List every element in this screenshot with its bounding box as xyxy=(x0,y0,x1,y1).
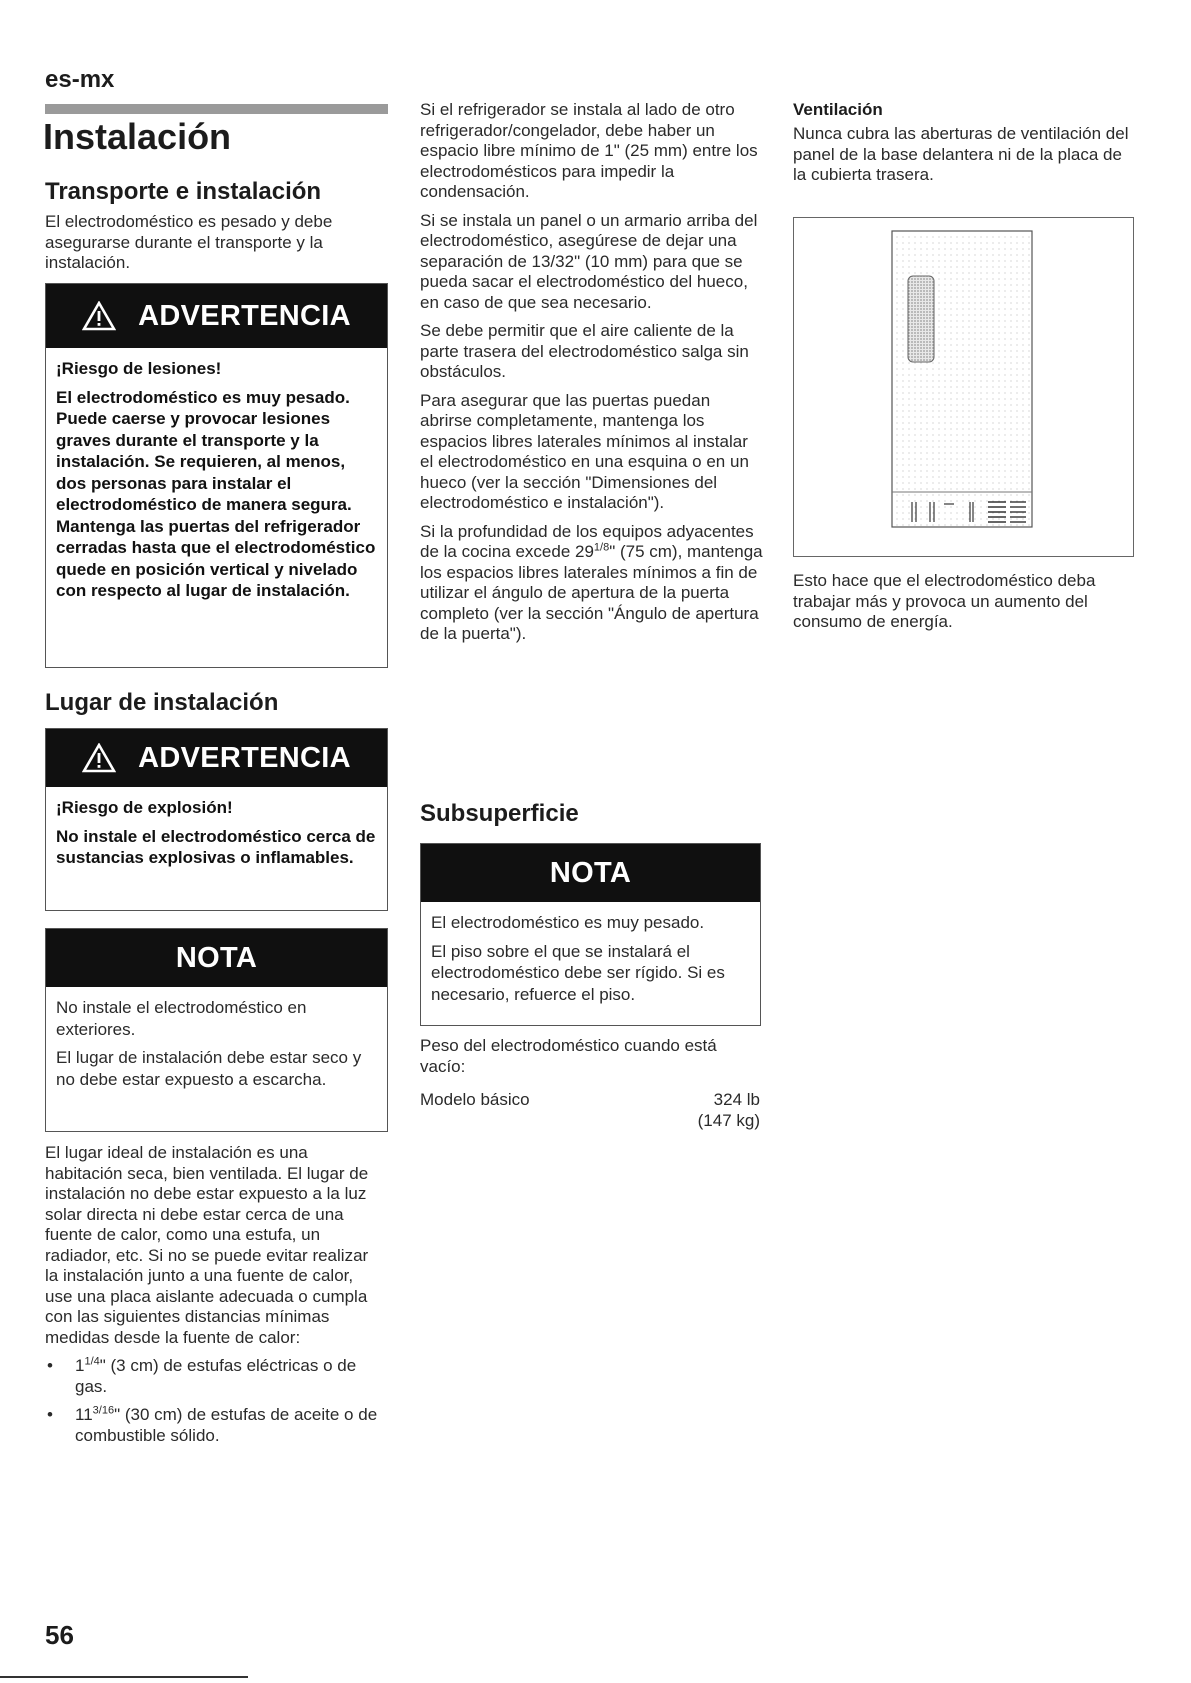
note-callout-header xyxy=(421,844,760,902)
energy-text xyxy=(793,571,1138,641)
note-paragraph: El piso sobre el que se instalará el electrodoméstico debe ser rígido. Si es necesario, refuerce el piso. xyxy=(431,941,725,1004)
section-heading-ventilation: Ventilación xyxy=(793,100,883,119)
weight-intro-text: Peso del electrodoméstico cuando está vacío: xyxy=(420,1036,717,1076)
paragraph: Si la profundidad de los equipos adyacentes de la cocina excede $29^{1/8}$" (75 cm), mantenga los espacios libres laterales mínimos a fin de utilizar el ángulo de apertura de la puerta completo (ver la sección "Ángulo de apertura de la puerta"). xyxy=(420,521,763,643)
section-heading-transport: Transporte e instalación xyxy=(45,178,322,205)
note-paragraph: El electrodoméstico es muy pesado. xyxy=(431,913,705,932)
heat-distance-list xyxy=(45,1356,385,1446)
weight-kg: (147 kg) xyxy=(697,1110,760,1130)
weight-table xyxy=(420,1090,760,1131)
language-code: es-mx xyxy=(45,66,115,93)
paragraph: Esto hace que el electrodoméstico deba trabajar más y provoca un aumento del consumo de energía. xyxy=(793,571,1096,631)
header-rule xyxy=(45,104,388,114)
note-callout-floor xyxy=(420,843,761,1026)
note-callout-outdoor xyxy=(45,928,388,1132)
warning-body-text: No instale el electrodoméstico cerca de sustancias explosivas o inflamables. xyxy=(56,826,376,867)
warning-callout-injury xyxy=(45,283,388,668)
footer-rule xyxy=(0,1676,248,1678)
note-paragraph: El lugar de instalación debe estar seco y no debe estar expuesto a escarcha. xyxy=(56,1048,362,1089)
list-item: • $11^{3/16}$" (30 cm) de estufas de aceite o de combustible sólido. xyxy=(45,1405,385,1446)
location-text xyxy=(45,1143,385,1454)
paragraph: Para asegurar que las puertas puedan abrirse completamente, mantenga los espacios libres laterales mínimos al instalar el electrodoméstico en una esquina o en un hueco (ver la sección "Dimensiones del electrodoméstico e instalación"). xyxy=(420,390,749,512)
model-label: Modelo básico xyxy=(420,1090,530,1109)
ventilation-figure xyxy=(793,217,1134,557)
warning-callout-header xyxy=(46,729,387,787)
paragraph: Se debe permitir que el aire caliente de la parte trasera del electrodoméstico salga sin obstáculos. xyxy=(420,321,749,381)
clearance-text xyxy=(420,100,765,653)
weight-lb: 324 lb xyxy=(713,1090,760,1109)
paragraph: Si se instala un panel o un armario arriba del electrodoméstico, asegúrese de dejar una separación de 13/32" (10 mm) para que se pueda sacar el electrodoméstico del hueco, en caso de que sea necesario. xyxy=(420,210,758,312)
list-item: • $1^{1/4}$" (3 cm) de estufas eléctricas o de gas. xyxy=(45,1356,385,1397)
warning-risk-text: ¡Riesgo de explosión! xyxy=(56,798,233,817)
ventilation-text xyxy=(793,124,1138,194)
note-paragraph: No instale el electrodoméstico en exteriores. xyxy=(56,998,307,1039)
note-callout-header xyxy=(46,929,387,987)
warning-title: ADVERTENCIA xyxy=(138,299,351,332)
transport-paragraph: El electrodoméstico es pesado y debe asegurarse durante el transporte y la instalación. xyxy=(45,212,333,272)
section-heading-subfloor: Subsuperficie xyxy=(420,800,579,827)
weight-intro xyxy=(420,1036,760,1085)
paragraph: Si el refrigerador se instala al lado de otro refrigerador/congelador, debe haber un espacio libre mínimo de 1" (25 mm) entre los electrodomésticos para impedir la condensación. xyxy=(420,100,758,201)
warning-triangle-icon xyxy=(82,743,116,773)
paragraph: Nunca cubra las aberturas de ventilación del panel de la base delantera ni de la placa de la cubierta trasera. xyxy=(793,124,1129,184)
warning-callout-header xyxy=(46,284,387,348)
note-title: NOTA xyxy=(175,941,258,974)
warning-body-text: El electrodoméstico es muy pesado. Puede caerse y provocar lesiones graves durante el transporte y la instalación. Se requieren, al menos, dos personas para instalar el electrodoméstico de manera segura. Mantenga las puertas del refrigerador cerradas hasta que el electrodoméstico quede en posición vertical y nivelado con respecto al lugar de instalación. xyxy=(56,387,376,600)
warning-triangle-icon xyxy=(82,301,116,331)
warning-title: ADVERTENCIA xyxy=(138,741,351,774)
ideal-location-paragraph: El lugar ideal de instalación es una habitación seca, bien ventilada. El lugar de instalación no debe estar expuesto a la luz solar directa ni debe estar cerca de una fuente de calor, como una estufa, un radiador, etc. Si no se puede evitar realizar la instalación junto a una fuente de calor, use una placa aislante adecuada o cumpla con las siguientes distancias mínimas medidas desde la fuente de calor: xyxy=(45,1143,369,1347)
transport-text xyxy=(45,212,365,282)
page-title: Instalación xyxy=(43,116,232,157)
warning-risk-text: ¡Riesgo de lesiones! xyxy=(56,359,222,378)
section-heading-location: Lugar de instalación xyxy=(45,689,279,716)
refrigerator-illustration xyxy=(794,218,1133,556)
page-number: 56 xyxy=(45,1620,74,1650)
note-title: NOTA xyxy=(549,856,632,889)
warning-callout-explosion xyxy=(45,728,388,911)
